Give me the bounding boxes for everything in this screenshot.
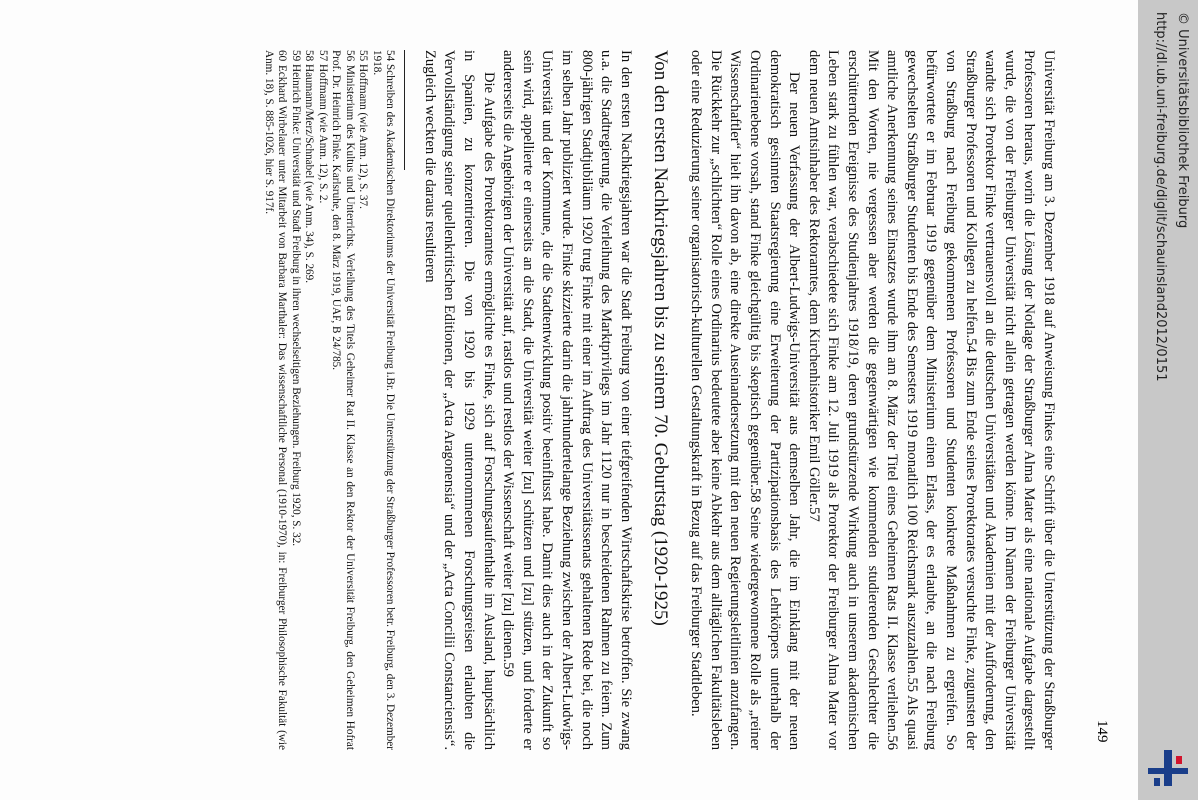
footnote-55: 55 Hoffmann (wie Anm. 12), S. 37. [357,50,370,209]
sidebar-text [1138,0,1198,800]
copyright-text: © Universitätsbibliothek Freiburg [1175,12,1190,229]
rotated-page [0,20,1138,780]
paragraph-1: Universität Freiburg am 3. Dezember 1918 auf Anweisung Finkes eine Schrift über die Unterstützung der Straßburger Professoren heraus, worin die Lösung der Notlage der Straßburger Alma Mater als eine nationale Aufgabe dargestellt wurde, die von der Freiburger Universität nicht allein getragen werden könne. Im Namen der Freiburger Universität wandte sich Prorektor Finke vertrauensvoll an die deutschen Universitäten und Akademien mit der Aufforderung, den Straßburger Professoren und Kollegen zu helfen.54 Bis zum Ende seines Prorektorates versuchte Finke, zugunsten der von Straßburg nach Freiburg gekommenen Professoren und Studenten konkrete Maßnahmen zu ergreifen. So befürwortete er im Februar 1919 gegenüber dem Ministerium einen Erlass, der es erlaubte, an die nach Freiburg gewechselten Straßburger Studenten bis Ende des Semesters 1919 monatlich 100 Reichsmark auszuzahlen.55 Als quasi amtliche Anerkennung seines Einsatzes wurde ihm am 8. März der Titel eines Geheimen Rats II. Klasse verliehen.56 Mit den Worten, nie vergessen aber werden die gegenwärtigen wie kommenden studierenden Geschlechter die erschütternden Ereignisse des Studienjahres 1918/19, deren grundstürzende Wirkung auch in unserem akademischen Leben stark zu fühlen war, verabschiedete sich Finke am 12. Juli 1919 als Prorektor der Freiburger Alma Mater vor dem neuen Amtsinhaber des Rektoramtes, dem Kirchenhistoriker Emil Göller.57 [805,50,1057,750]
paragraph-4: Die Aufgabe des Prorektoramtes ermöglichte es Finke, sich auf Forschungsaufenthalte im Ausland, hauptsächlich in Spanien, zu konzentrieren. Die von 1920 bis 1929 unternommenen Forschungsreisen erlaubten die Vervollständigung seiner quellenkritischen Editionen, der „Acta Aragonensia“ und der „Acta Concilii Constanciensis“. Zugleich weckten die daraus resultieren [421,50,497,750]
page-number: 149 [1094,720,1110,743]
footnote-58: 58 Haumann/Merz/Schnabel (wie Anm. 34), S. 269. [303,50,316,284]
footnote-59: 59 Heinrich Finke: Universität und Stadt Freiburg in ihren wechselseitigen Beziehungen. Freiburg 1920, S. 32. [289,50,302,547]
paragraph-2: Der neuen Verfassung der Albert-Ludwigs-Universität aus demselben Jahr, die im Einklang mit der neuen demokratisch gesinnten Staatsregierung eine Erweiterung der Partizipationsbasis des Lehrkörpers unterhalb der Ordinarienebene vorsah, stand Finke gleichgültig bis skeptisch gegenüber.58 Seine wiedergewonnene Rolle als „reiner Wissenschaftler“ hielt ihn davon ab, eine direkte Auseinandersetzung mit den neuen Regierungsleitlinien anzufangen. Die Rückkehr zur „schlichten“ Rolle eines Ordinarius bedeutete aber keine Abkehr aus dem alltäglichen Fakultätsleben oder eine Reduzierung seiner organisatorisch-kulturellen Gestaltungskraft in Bezug auf das Freiburger Stadtleben. [688,50,803,750]
footnote-60: 60 Eckhard Wirbelauer unter Mitarbeit von Barbara Marthaler: Das wissenschaftliche Personal (1910-1970), in: Freiburger Philosophische Fakultät (wie Anm. 18), S. 885-1026, hier S. 917f. [262,50,289,750]
footnote-54: 54 Schreiben des Akademischen Direktoriums der Universität Freiburg i.Br. Die Unterstützung der Straßburger Professoren betr. Freiburg, den 3. Dezember 1918. [370,50,397,750]
section-heading: Von den ersten Nachkriegsjahren bis zu seinem 70. Geburtstag (1920-1925) [649,50,671,626]
footnote-56: 56 Ministerium des Kultus und Unterrichts. Verleihung des Titels Geheimer Rat II. Klasse an den Rektor der Universität Freiburg, den Geheimen Hofrat Prof. Dr. Heinrich Finke. Karlsruhe, den 8. März 1919, UAF, B 24/785. [330,50,356,750]
footnote-divider [404,50,405,170]
paragraph-3: In den ersten Nachkriegsjahren war die Stadt Freiburg von einer tiefgreifenden Wirtschaftskrise betroffen. Sie zwang u.a. die Stadtregierung, die Verleihung des Marktprivilegs im Jahr 1120 nur in bescheidenen Rahmen zu feiern. Zum 800-jährigen Stadtjubiläum 1920 trug Finke mit einer im Auftrag des Universitätssenats gehaltenen Rede bei, die noch im selben Jahr publiziert wurde. Finke skizzierte darin die jahrhundertelange Beziehung zwischen der Albert-Ludwigs-Universität und der Kommune, die die Stadtentwicklung positiv beeinflusst habe. Damit dies auch in der Zukunft so sein wird, appellierte er einerseits an die Stadt, die Universität weiter [zu] schützen und [zu] stützen, und forderte er andererseits die Angehörigen der Universität auf, rastlos und restlos der Wissenschaft weiter [zu] dienen.59 [500,50,634,750]
footnote-57: 57 Hoffmann (wie Anm. 12), S. 2. [316,50,329,204]
library-logo-icon [1146,742,1190,792]
source-url-link[interactable]: http://dl.ub.uni-freiburg.de/diglit/schauinsland2012/0151 [1153,12,1168,382]
page-body [261,50,1058,750]
